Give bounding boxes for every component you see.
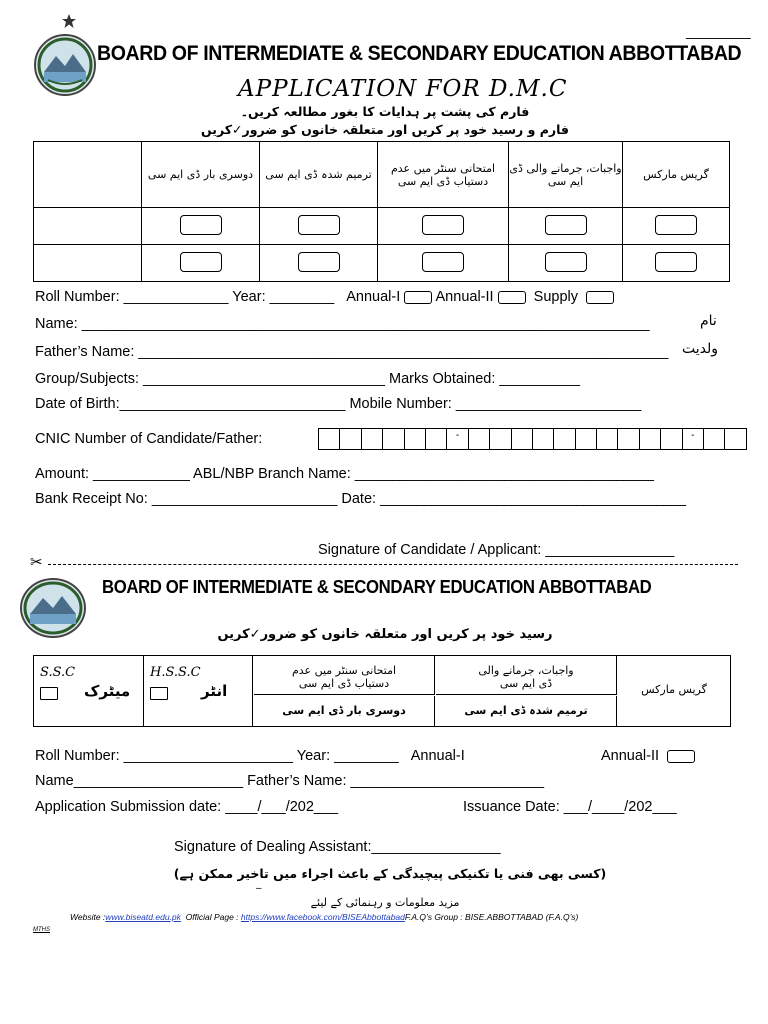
receipt-name-field[interactable]: _____________________ xyxy=(73,773,244,789)
table1-row-label xyxy=(34,245,142,282)
board-logo xyxy=(34,34,96,96)
dealing-row xyxy=(174,839,501,855)
website-link[interactable]: www.biseatd.edu.pk xyxy=(105,912,181,922)
issuance-label: Issuance Date: xyxy=(463,799,560,815)
table1-spacer xyxy=(34,142,142,208)
signature-row xyxy=(318,542,674,558)
cnic-dash: - xyxy=(683,429,704,449)
cnic-digit[interactable] xyxy=(362,429,383,449)
signature-label: Signature of Candidate / Applicant: xyxy=(318,542,542,558)
group-label: Group/Subjects: xyxy=(35,371,139,387)
facebook-link[interactable]: https://www.facebook.com/BISEAbbottabad xyxy=(240,912,405,922)
cnic-digit[interactable] xyxy=(490,429,511,449)
year-field[interactable]: ________ xyxy=(269,289,335,305)
group-row xyxy=(35,371,580,387)
checkbox-grace-marks-1[interactable] xyxy=(655,215,697,235)
hssc-checkbox[interactable] xyxy=(150,687,168,700)
receipt-year-field[interactable]: ________ xyxy=(334,748,399,764)
roll-number-field[interactable]: _____________ xyxy=(123,289,229,305)
submission-field[interactable]: ____/___/202___ xyxy=(225,799,339,815)
receipt-name-label: Name xyxy=(35,773,74,789)
cnic-digit[interactable] xyxy=(640,429,661,449)
center-cell xyxy=(254,656,435,695)
cnic-digit[interactable] xyxy=(661,429,682,449)
more-info: مزید معلومات و رہنمائی کے لیئے xyxy=(310,896,460,909)
checkbox-dues-dmc-1[interactable] xyxy=(545,215,587,235)
dob-label: Date of Birth: xyxy=(35,396,120,412)
cnic-input[interactable] xyxy=(318,428,747,450)
checkbox-center-dmc-2[interactable] xyxy=(422,252,464,272)
cnic-digit[interactable] xyxy=(319,429,340,449)
receipt-dmc-table xyxy=(33,655,731,727)
amended-cell xyxy=(436,696,617,726)
marks-field[interactable]: __________ xyxy=(499,371,581,387)
cnic-digit[interactable] xyxy=(533,429,554,449)
header-dues-dmc: واجبات، جرمانے والی ڈی ایم سی xyxy=(509,142,623,208)
date-field[interactable]: __________________________________________ xyxy=(380,491,686,507)
father-field[interactable]: ______________________________________________________________________ xyxy=(138,344,668,360)
submission-row xyxy=(35,799,338,815)
submission-label: Application Submission date: xyxy=(35,799,222,815)
receipt-field[interactable]: _______________________ xyxy=(151,491,338,507)
official-label: Official Page : xyxy=(185,912,239,922)
roll-year-row xyxy=(35,289,614,305)
cnic-digit[interactable] xyxy=(725,429,745,449)
ssc-cell xyxy=(34,656,144,726)
supply-checkbox[interactable] xyxy=(586,291,614,304)
matric-label: میٹرک xyxy=(84,682,131,700)
issuance-field[interactable]: ___/____/202___ xyxy=(563,799,677,815)
annual2-label: Annual-II xyxy=(435,289,494,305)
star-icon xyxy=(62,14,76,28)
receipt-label: Bank Receipt No: xyxy=(35,491,148,507)
cnic-digit[interactable] xyxy=(597,429,618,449)
annual1-checkbox[interactable] xyxy=(404,291,432,304)
cnic-digit[interactable] xyxy=(405,429,426,449)
cnic-digit[interactable] xyxy=(469,429,490,449)
receipt-annual2-label: Annual-II xyxy=(601,748,660,764)
annual2-checkbox[interactable] xyxy=(498,291,526,304)
branch-field[interactable]: ________________________________________ xyxy=(354,466,654,482)
cnic-digit[interactable] xyxy=(576,429,597,449)
father-urdu-label: ولدیت xyxy=(682,341,719,357)
instruction-1: فارم کی پشت پر ہدایات کا بغور مطالعہ کریں۔ xyxy=(240,104,530,119)
receipt-father-label: Father’s Name: xyxy=(247,773,347,789)
roll-number-label: Roll Number: xyxy=(35,289,120,305)
father-label: Father’s Name: xyxy=(35,344,135,360)
cnic-digit[interactable] xyxy=(618,429,639,449)
dues-cell xyxy=(436,656,617,695)
marks-label: Marks Obtained: xyxy=(388,371,496,387)
ssc-label: S.S.C xyxy=(40,665,76,680)
branch-label: ABL/NBP Branch Name: xyxy=(193,466,351,482)
amount-row xyxy=(35,466,653,482)
receipt-roll-row xyxy=(35,748,465,764)
dues-label: واجبات، جرمانے والی ڈی ایم سی xyxy=(478,664,574,690)
amount-label: Amount: xyxy=(35,466,89,482)
cut-line xyxy=(48,564,738,565)
hssc-label: H.S.S.C xyxy=(150,665,201,680)
amount-field[interactable]: ____________ xyxy=(93,466,190,482)
father-row xyxy=(35,344,668,360)
name-field[interactable]: ___________________________________________________________________________ xyxy=(81,316,650,332)
receipt-annual2 xyxy=(601,748,695,764)
cnic-digit[interactable] xyxy=(426,429,447,449)
receipt-name-row xyxy=(35,773,544,789)
header-grace-marks: گریس مارکس xyxy=(623,142,730,208)
delay-note: (کسی بھی فنی یا تکنیکی پیچیدگی کے باعث اجراء میں تاخیر ممکن ہے) xyxy=(173,866,607,881)
board-logo-receipt xyxy=(20,578,86,638)
checkbox-second-dmc-1[interactable] xyxy=(180,215,222,235)
name-label: Name: xyxy=(35,316,78,332)
receipt-row xyxy=(35,491,685,507)
receipt-year-label: Year: xyxy=(296,748,331,764)
header-amended-dmc: ترمیم شدہ ڈی ایم سی xyxy=(260,142,378,208)
small-dash: – xyxy=(256,883,262,894)
checkbox-center-dmc-1[interactable] xyxy=(422,215,464,235)
instruction-3: رسید خود پر کریں اور متعلقہ خانوں کو ضرور✓کریں xyxy=(217,627,553,642)
date-label: Date: xyxy=(341,491,377,507)
board-name-receipt: BOARD OF INTERMEDIATE & SECONDARY EDUCATION ABBOTTABAD xyxy=(102,577,652,597)
cnic-digit[interactable] xyxy=(340,429,361,449)
year-label: Year: xyxy=(232,289,266,305)
cnic-digit[interactable] xyxy=(554,429,575,449)
receipt-annual1-label: Annual-I xyxy=(410,748,465,764)
second-label: دوسری بار ڈی ایم سی xyxy=(282,704,406,717)
faq-text: F.A.Q’s Group : BISE.ABBOTTABAD (F.A.Q’s) xyxy=(404,912,579,922)
center-label: امتحانی سنٹر میں عدم دستیاب ڈی ایم سی xyxy=(291,664,397,690)
signature-field[interactable]: ________________ xyxy=(545,542,675,558)
amended-label: ترمیم شدہ ڈی ایم سی xyxy=(464,704,588,717)
receipt-annual2-checkbox[interactable] xyxy=(667,750,695,763)
board-name: BOARD OF INTERMEDIATE & SECONDARY EDUCATION ABBOTTABAD xyxy=(97,42,742,65)
checkbox-dues-dmc-2[interactable] xyxy=(545,252,587,272)
annual1-label: Annual-I xyxy=(346,289,401,305)
footer-links xyxy=(70,912,578,922)
dob-row xyxy=(35,396,641,412)
name-row xyxy=(35,316,649,332)
table1-row-label xyxy=(34,208,142,245)
header-second-dmc: دوسری بار ڈی ایم سی xyxy=(142,142,260,208)
dealing-label: Signature of Dealing Assistant: xyxy=(174,839,372,855)
hssc-cell xyxy=(145,656,253,726)
ssc-checkbox[interactable] xyxy=(40,687,58,700)
inter-label: انٹر xyxy=(201,682,228,700)
grace-label: گریس مارکس xyxy=(641,683,707,696)
checkbox-second-dmc-2[interactable] xyxy=(180,252,222,272)
cnic-label: CNIC Number of Candidate/Father: xyxy=(35,431,263,447)
instruction-2: فارم و رسید خود پر کریں اور متعلقہ خانوں کو ضرور✓کریں xyxy=(201,122,569,137)
header-center-dmc: امتحانی سنٹر میں عدم دستیاب ڈی ایم سی xyxy=(378,142,509,208)
name-urdu-label: نام xyxy=(700,313,717,329)
cnic-digit[interactable] xyxy=(512,429,533,449)
dealing-field[interactable]: ________________ xyxy=(371,839,501,855)
dmc-type-table xyxy=(33,141,730,282)
mobile-label: Mobile Number: xyxy=(349,396,452,412)
footer-code: MTHS xyxy=(33,927,50,933)
receipt-roll-label: Roll Number: xyxy=(35,748,120,764)
checkbox-amended-dmc-1[interactable] xyxy=(298,215,340,235)
mobile-field[interactable]: _______________________ xyxy=(455,396,642,412)
checkbox-grace-marks-2[interactable] xyxy=(655,252,697,272)
scissors-icon: ✂ xyxy=(30,554,43,571)
group-field[interactable]: ______________________________ xyxy=(143,371,385,387)
website-label: Website : xyxy=(70,912,106,922)
checkbox-amended-dmc-2[interactable] xyxy=(298,252,340,272)
second-cell xyxy=(254,696,435,726)
dob-field[interactable]: ____________________________ xyxy=(119,396,346,412)
top-right-line: ________ xyxy=(686,24,751,40)
application-title: APPLICATION FOR D.M.C xyxy=(238,76,568,102)
supply-label: Supply xyxy=(533,289,578,305)
issuance-row xyxy=(463,799,677,815)
receipt-roll-field[interactable]: _____________________ xyxy=(123,748,293,764)
receipt-father-field[interactable]: ________________________ xyxy=(350,773,545,789)
cnic-digit[interactable] xyxy=(704,429,725,449)
cnic-dash: - xyxy=(447,429,468,449)
cnic-digit[interactable] xyxy=(383,429,404,449)
